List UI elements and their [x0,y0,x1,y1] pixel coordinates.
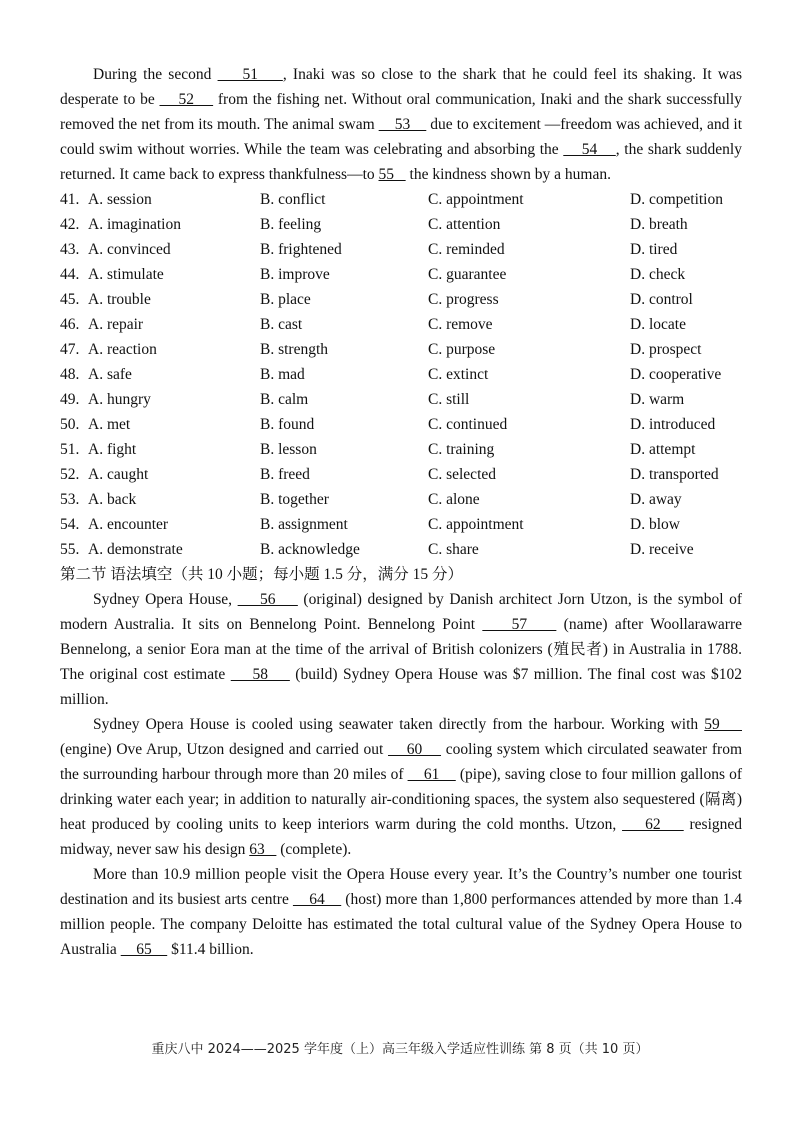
option-b: B. conflict [260,191,326,208]
option-b: B. acknowledge [260,541,360,558]
question-number: 43. [60,241,80,258]
option-c: C. still [428,391,470,408]
option-c: C. reminded [428,241,505,258]
question-number: 55. [60,541,80,558]
passage-text: $11.4 billion. [167,941,254,958]
answer-blank: 61 [407,766,456,783]
grammar-paragraph [60,712,742,862]
option-c: C. remove [428,316,493,333]
question-number: 47. [60,341,80,358]
answer-blank: 51 [217,66,283,83]
question-row [60,487,742,512]
question-number: 41. [60,191,80,208]
option-b: B. freed [260,466,310,483]
question-row [60,287,742,312]
option-a: A. safe [88,366,132,383]
option-b: B. calm [260,391,309,408]
option-d: D. transported [630,466,719,483]
option-c: C. appointment [428,516,524,533]
option-d: D. check [630,266,686,283]
answer-blank: 60 [388,741,442,758]
answer-blank: 59 [704,716,742,733]
option-b: B. strength [260,341,329,358]
passage-text: the kindness shown by a human. [405,166,611,183]
question-row [60,237,742,262]
option-d: D. receive [630,541,694,558]
option-a: A. reaction [88,341,157,358]
passage-text: (pipe), saving close to four million gallons of drinking water each year; in addition to naturally air-conditioning spaces, the system also sequestered (隔离) heat produced by cooling units to keep interiors warm during the cold months. Utzon, [60,766,742,833]
option-b: B. cast [260,316,303,333]
option-a: A. met [88,416,131,433]
option-b: B. found [260,416,315,433]
option-a: A. trouble [88,291,151,308]
question-row [60,387,742,412]
passage-text: from the fishing net. Without oral communication, Inaki and the shark successfully removed the net from its mouth. The animal swam [60,91,742,133]
option-c: C. guarantee [428,266,507,283]
option-d: D. control [630,291,693,308]
question-row [60,412,742,437]
question-row [60,262,742,287]
option-a: A. fight [88,441,137,458]
option-a: A. session [88,191,152,208]
question-row [60,187,742,212]
page-footer: 重庆八中 2024——2025 学年度（上）高三年级入学适应性训练 第 8 页（共 10 页） [151,1042,649,1057]
option-d: D. attempt [630,441,696,458]
option-c: C. appointment [428,191,524,208]
question-row [60,337,742,362]
option-d: D. locate [630,316,686,333]
answer-blank: 65 [120,941,168,958]
option-a: A. stimulate [88,266,164,283]
option-a: A. encounter [88,516,169,533]
question-number: 46. [60,316,80,333]
option-d: D. prospect [630,341,702,358]
option-a: A. hungry [88,391,151,408]
answer-blank: 62 [622,816,684,833]
answer-blank: 57 [482,616,557,633]
option-a: A. demonstrate [88,541,183,558]
exam-page [60,62,742,962]
answer-blank: 56 [237,591,298,608]
answer-blank: 53 [378,116,427,133]
option-d: D. tired [630,241,678,258]
question-row [60,437,742,462]
option-b: B. together [260,491,329,508]
question-number: 51. [60,441,80,458]
section-title: 第二节 语法填空（共 10 小题；每小题 1.5 分，满分 15 分） [60,566,464,583]
question-number: 42. [60,216,80,233]
option-a: A. convinced [88,241,171,258]
option-a: A. caught [88,466,149,483]
passage-text: (original) designed by Danish architect Jorn Utzon, is the symbol of modern Australia. It sits on Bennelong Point. Bennelong Point [60,591,742,633]
question-number: 49. [60,391,80,408]
option-c: C. selected [428,466,497,483]
passage-text: , Inaki was so close to the shark that he could feel its shaking. It was desperate to be [60,66,743,108]
question-number: 45. [60,291,80,308]
cloze-options-list [60,187,742,562]
passage-text: (build) Sydney Opera House was $7 million. The final cost was $102 million. [60,666,742,708]
passage-text: resigned midway, never saw his design [60,816,742,858]
question-number: 50. [60,416,80,433]
passage-text: (host) more than 1,800 performances attended by more than 1.4 million people. The company Deloitte has estimated the total cultural value of the Sydney Opera House to Australia [60,891,742,958]
passage-text: More than 10.9 million people visit the Opera House every year. It’s the Country’s number one tourist destination and its busiest arts centre [60,866,742,908]
question-row [60,512,742,537]
passage-text: (name) after Woollarawarre Bennelong, a senior Eora man at the time of the arrival of British colonizers (殖民者) in Australia in 1788. The original cost estimate [60,616,743,683]
grammar-paragraph [60,862,742,962]
option-b: B. assignment [260,516,348,533]
question-number: 52. [60,466,80,483]
question-row [60,462,742,487]
answer-blank: 55 [378,166,406,183]
passage-text: During the second [93,66,218,83]
answer-blank: 63 [249,841,277,858]
option-b: B. place [260,291,311,308]
question-number: 54. [60,516,80,533]
question-row [60,537,742,562]
option-b: B. lesson [260,441,317,458]
passage-text: (engine) Ove Arup, Utzon designed and carried out [60,741,389,758]
option-c: C. share [428,541,479,558]
answer-blank: 58 [230,666,290,683]
question-row [60,212,742,237]
question-row [60,312,742,337]
answer-blank: 64 [292,891,342,908]
option-b: B. feeling [260,216,322,233]
option-d: D. cooperative [630,366,722,383]
question-number: 48. [60,366,80,383]
option-c: C. training [428,441,495,458]
grammar-passage [60,587,742,962]
option-d: D. breath [630,216,688,233]
passage-text: , the shark suddenly returned. It came back to express thankfulness—to [60,141,742,183]
option-b: B. improve [260,266,330,283]
passage-text: cooling system which circulated seawater from the surrounding harbour through more than 20 miles of [60,741,743,783]
option-d: D. introduced [630,416,716,433]
option-d: D. competition [630,191,723,208]
passage-text: (complete). [276,841,352,858]
answer-blank: 52 [159,91,214,108]
option-c: C. alone [428,491,480,508]
passage-text: due to excitement —freedom was achieved, and it could swim without worries. While the team was celebrating and absorbing the [60,116,743,158]
option-d: D. blow [630,516,680,533]
option-a: A. repair [88,316,144,333]
option-b: B. mad [260,366,305,383]
option-d: D. away [630,491,682,508]
option-c: C. continued [428,416,508,433]
grammar-paragraph [60,587,742,712]
option-d: D. warm [630,391,685,408]
option-c: C. progress [428,291,499,308]
option-b: B. frightened [260,241,342,258]
option-a: A. back [88,491,137,508]
question-number: 44. [60,266,80,283]
option-a: A. imagination [88,216,181,233]
question-number: 53. [60,491,80,508]
answer-blank: 54 [563,141,616,158]
option-c: C. extinct [428,366,489,383]
option-c: C. attention [428,216,501,233]
option-c: C. purpose [428,341,496,358]
passage-text: Sydney Opera House, [93,591,238,608]
cloze-passage-ending [60,62,742,187]
passage-text: Sydney Opera House is cooled using seawater taken directly from the harbour. Working with [93,716,705,733]
question-row [60,362,742,387]
